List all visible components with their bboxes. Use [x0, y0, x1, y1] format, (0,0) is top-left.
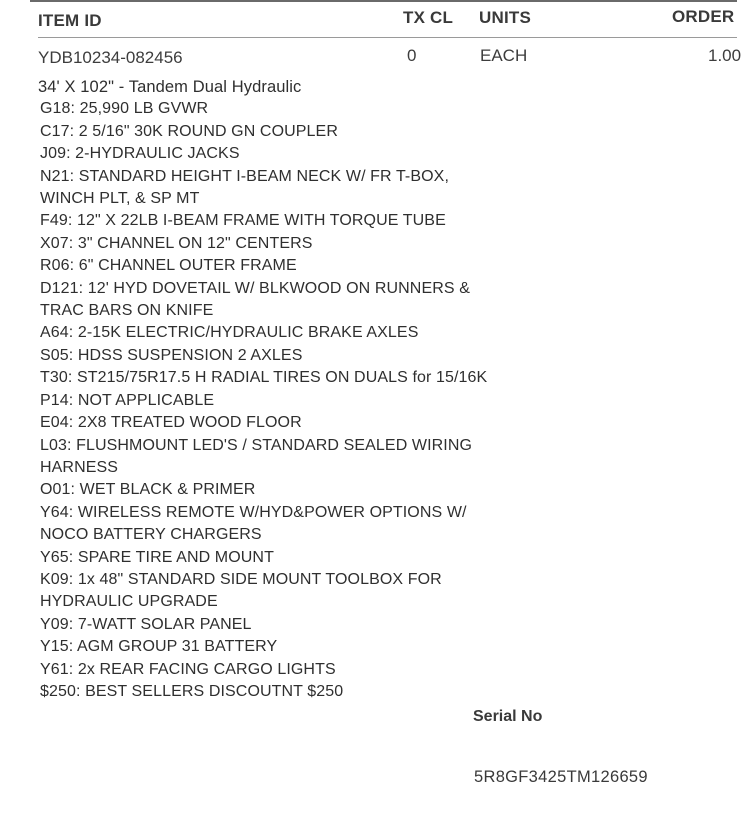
- description-line: T30: ST215/75R17.5 H RADIAL TIRES ON DUALS for 15/16K: [40, 369, 488, 387]
- table-row: [0, 46, 741, 70]
- description-line: A64: 2-15K ELECTRIC/HYDRAULIC BRAKE AXLES: [40, 324, 419, 342]
- description-line: P14: NOT APPLICABLE: [40, 391, 215, 409]
- description-line: J09: 2-HYDRAULIC JACKS: [40, 145, 240, 163]
- description-line: N21: STANDARD HEIGHT I-BEAM NECK W/ FR T-BOX,: [40, 167, 449, 185]
- description-line: Y64: WIRELESS REMOTE W/HYD&POWER OPTIONS W/: [40, 503, 467, 521]
- description-line: O01: WET BLACK & PRIMER: [40, 481, 256, 499]
- column-header-tx-cl: TX CL: [403, 8, 454, 27]
- column-header-order: ORDER: [672, 7, 735, 26]
- column-header-item-id: ITEM ID: [38, 11, 102, 30]
- description-line: X07: 3" CHANNEL ON 12" CENTERS: [40, 234, 313, 252]
- description-line: Y15: AGM GROUP 31 BATTERY: [40, 638, 278, 656]
- description-line: NOCO BATTERY CHARGERS: [40, 526, 262, 544]
- description-line: Y61: 2x REAR FACING CARGO LIGHTS: [40, 660, 336, 678]
- description-line: E04: 2X8 TREATED WOOD FLOOR: [40, 414, 302, 432]
- description-line: WINCH PLT, & SP MT: [40, 190, 200, 208]
- description-line: TRAC BARS ON KNIFE: [40, 302, 214, 320]
- column-header-units: UNITS: [479, 8, 531, 27]
- description-line: C17: 2 5/16" 30K ROUND GN COUPLER: [40, 122, 338, 140]
- description-line: HARNESS: [40, 458, 119, 476]
- cell-item-id: YDB10234-082456: [38, 48, 183, 67]
- description-line: K09: 1x 48" STANDARD SIDE MOUNT TOOLBOX FOR: [40, 570, 442, 588]
- serial-number-label: Serial No: [473, 708, 543, 725]
- item-description-list: [40, 76, 680, 703]
- header-divider: [38, 37, 737, 38]
- description-line: Y65: SPARE TIRE AND MOUNT: [40, 548, 274, 566]
- description-line: Y09: 7-WATT SOLAR PANEL: [40, 615, 252, 633]
- serial-number-value: 5R8GF3425TM126659: [474, 768, 648, 786]
- description-line: L03: FLUSHMOUNT LED'S / STANDARD SEALED WIRING: [40, 436, 473, 454]
- cell-units: EACH: [480, 46, 528, 65]
- description-line: 34' X 102" - Tandem Dual Hydraulic: [38, 78, 302, 96]
- description-line: D121: 12' HYD DOVETAIL W/ BLKWOOD ON RUNNERS &: [40, 279, 470, 297]
- description-line: F49: 12" X 22LB I-BEAM FRAME WITH TORQUE TUBE: [40, 212, 446, 230]
- cell-order: 1.00: [708, 46, 741, 65]
- description-line: $250: BEST SELLERS DISCOUTNT $250: [40, 682, 344, 700]
- description-line: S05: HDSS SUSPENSION 2 AXLES: [40, 346, 303, 364]
- cell-tx-cl: 0: [407, 46, 417, 65]
- description-line: R06: 6" CHANNEL OUTER FRAME: [40, 257, 297, 275]
- description-line: G18: 25,990 LB GVWR: [40, 100, 209, 118]
- table-header: [0, 0, 737, 40]
- description-line: HYDRAULIC UPGRADE: [40, 593, 218, 611]
